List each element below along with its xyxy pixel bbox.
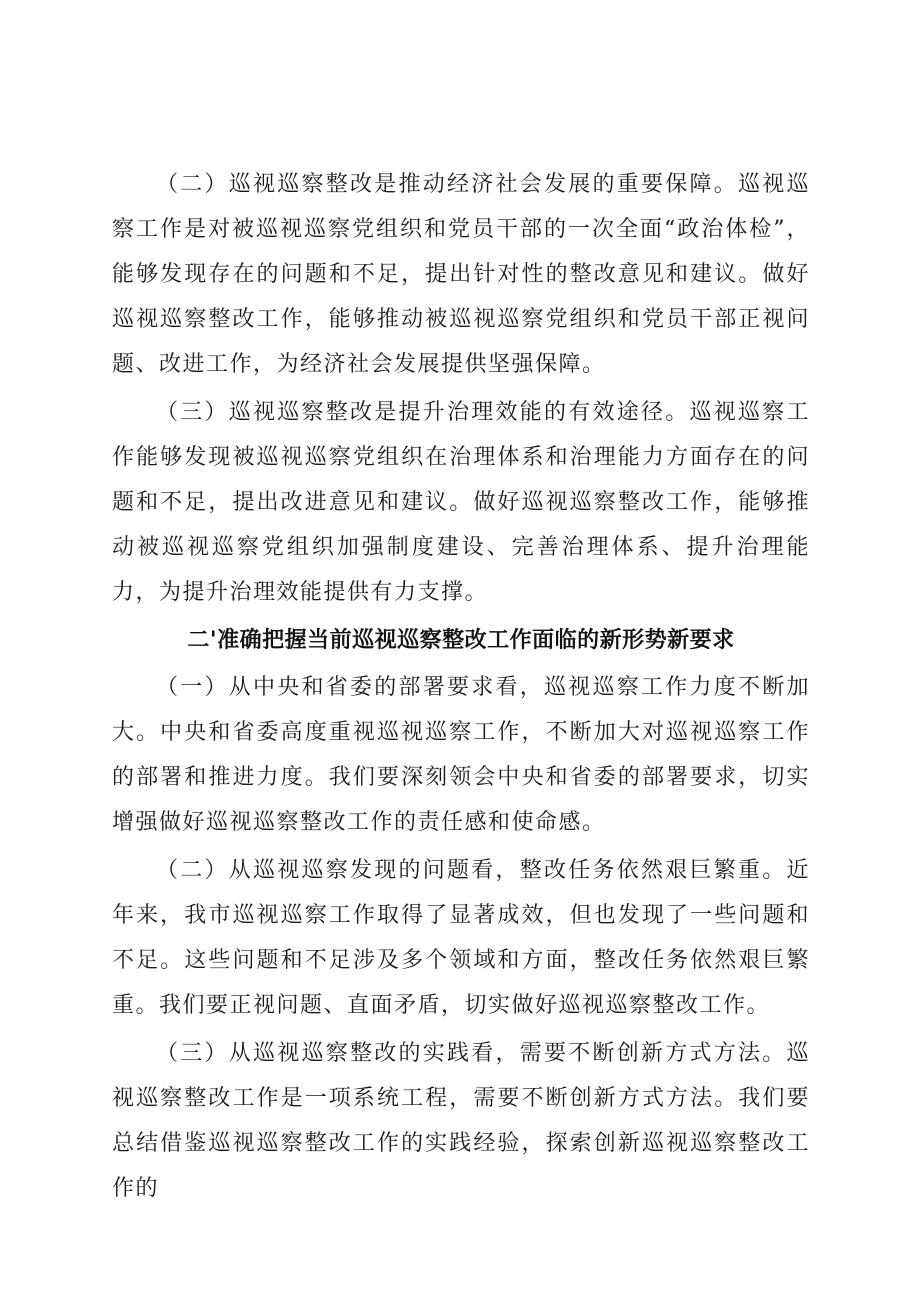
paragraph-deployment: （一）从中央和省委的部署要求看，巡视巡察工作力度不断加大。中央和省委高度重视巡视巡察工作，不断加大对巡视巡察工作的部署和推进力度。我们要深刻领会中央和省委的部署要求，切实增强做好巡视巡察整改工作的责任感和使命感。 (112, 675, 810, 835)
section-heading: 二'准确把握当前巡视巡察整改工作面临的新形势新要求 (187, 628, 735, 653)
paragraph-governance: （三）巡视巡察整改是提升治理效能的有效途径。巡视巡察工作能够发现被巡视巡察党组织在治理体系和治理能力方面存在的问题和不足，提出改进意见和建议。做好巡视巡察整改工作，能够推动被巡视巡察党组织加强制度建设、完善治理体系、提升治理能力，为提升治理效能提供有力支撑。 (112, 400, 810, 605)
paragraph-practice: （三）从巡视巡察整改的实践看，需要不断创新方式方法。巡视巡察整改工作是一项系统工程，需要不断创新方式方法。我们要总结借鉴巡视巡察整改工作的实践经验，探索创新巡视巡察整改工作的 (112, 1041, 810, 1201)
paragraph-guarantee: （二）巡视巡察整改是推动经济社会发展的重要保障。巡视巡察工作是对被巡视巡察党组织和党员干部的一次全面“政治体检”，能够发现存在的问题和不足，提出针对性的整改意见和建议。做好巡视巡察整改工作，能够推动被巡视巡察党组织和党员干部正视问题、改进工作，为经济社会发展提供坚强保障。 (112, 172, 810, 377)
document-body (112, 162, 810, 1214)
paragraph-problems: （二）从巡视巡察发现的问题看，整改任务依然艰巨繁重。近年来，我市巡视巡察工作取得了显著成效，但也发现了一些问题和不足。这些问题和不足涉及多个领域和方面，整改任务依然艰巨繁重。我们要正视问题、直面矛盾，切实做好巡视巡察整改工作。 (112, 858, 810, 1018)
